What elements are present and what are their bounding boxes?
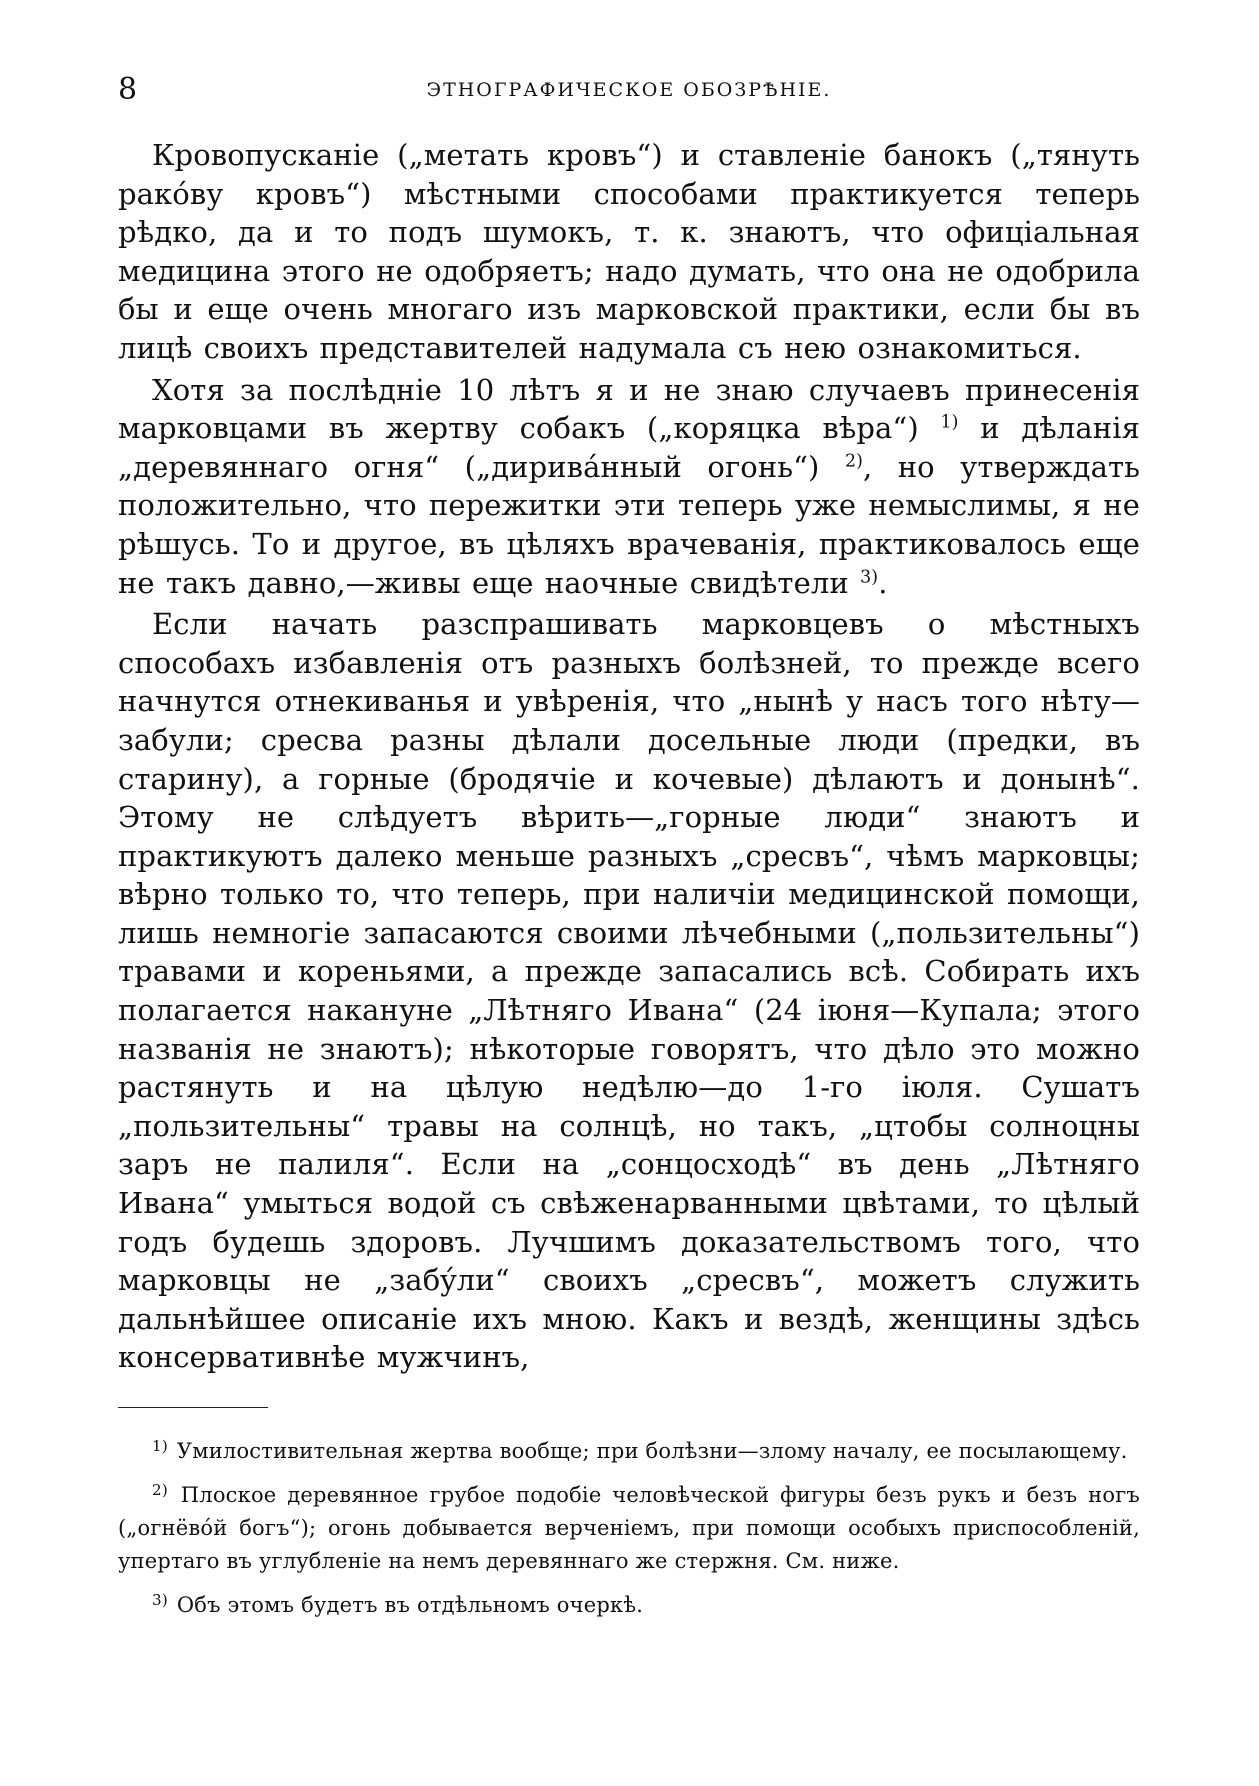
page-number: 8 [118, 72, 138, 107]
paragraph-2-part-4: . [878, 565, 888, 600]
footnote-ref-3[interactable]: 3) [860, 566, 879, 587]
paragraph-3: Если начать разспрашивать марковцевъ о мѣстныхъ способахъ избавленія отъ разныхъ болѣзней, то прежде всего начнутся отнекиванья и увѣренія, что „нынѣ у насъ того нѣту—забули; сресва разны дѣлали досельные люди (предки, въ старину), а горные (бродячіе и кочевые) дѣлаютъ и донынѣ“. Этому не слѣдуетъ вѣрить—„горные люди“ знаютъ и практикуютъ далеко меньше разныхъ „сресвъ“, чѣмъ марковцы; вѣрно только то, что теперь, при наличіи медицинской помощи, лишь немногіе запасаются своими лѣчебными („пользительны“) травами и кореньями, а прежде запасались всѣ. Собирать ихъ полагается накануне „Лѣтняго Ивана“ (24 іюня—Купала; этого названія не знаютъ); нѣкоторые говорятъ, что дѣло это можно растянуть и на цѣлую недѣлю—до 1-го іюля. Сушатъ „пользительны“ травы на солнцѣ, но такъ, „цтобы солноцны заръ не палиля“. Если на „сонцосходѣ“ въ день „Лѣтняго Ивана“ умыться водой съ свѣженарванными цвѣтами, то цѣлый годъ будешь здоровъ. Лучшимъ доказательствомъ того, что марковцы не „забýли“ своихъ „сресвъ“, можетъ служить дальнѣйшее описаніе ихъ мною. Какъ и вездѣ, женщины здѣсь консервативнѣе мужчинъ, [118, 607, 1140, 1375]
paragraph-1: Кровопусканіе („метать кровъ“) и ставленіе банокъ („тянуть ракóву кровъ“) мѣстными способами практикуется теперь рѣдко, да и то подъ шумокъ, т. к. знаютъ, что офиціальная медицина этого не одобряетъ; надо думать, что она не одобрила бы и еще очень многаго изъ марковской практики, если бы въ лицѣ своихъ представителей надумала съ нею ознакомиться. [118, 138, 1140, 365]
footnote-2-mark: 2) [152, 1480, 168, 1499]
book-page [118, 70, 1140, 1621]
body-text [118, 136, 1140, 1377]
footnote-divider [118, 1407, 268, 1408]
footnotes [118, 1430, 1140, 1621]
journal-title: ЭТНОГРАФИЧЕСКОЕ ОБОЗРѢНІЕ. [426, 79, 832, 101]
footnote-3-text: Объ этомъ будетъ въ отдѣльномъ очеркѣ. [176, 1592, 644, 1617]
paragraph-2 [118, 371, 1140, 603]
footnote-2 [118, 1474, 1140, 1578]
running-header [118, 70, 1140, 110]
paragraph-2-part-3: , но утверждать положительно, что пережитки эти теперь уже немыслимы, я не рѣшусь. То и другое, въ цѣляхъ врачеванія, практиковалось еще не такъ давно,—живы еще наочные свидѣтели [118, 449, 1140, 600]
footnote-1-text: Умилостивительная жертва вообще; при болѣзни—злому началу, ее посылающему. [176, 1438, 1128, 1463]
footnote-3-mark: 3) [152, 1590, 168, 1609]
footnote-3 [118, 1584, 1140, 1622]
footnote-ref-2[interactable]: 2) [844, 451, 863, 472]
footnote-2-text: Плоское деревянное грубое подобіе человѣческой фигуры безъ рукъ и безъ ногъ („огнёвóй богъ“); огонь добывается верченіемъ, при помощи особыхъ приспособленій, упертаго въ углубленіе на немъ деревяннаго же стержня. См. ниже. [118, 1482, 1140, 1573]
footnote-1 [118, 1430, 1140, 1468]
footnote-ref-1[interactable]: 1) [940, 412, 959, 433]
paragraph-2-part-2: и дѣланія „деревяннаго огня“ („диривáнный огонь“) [118, 411, 1140, 484]
footnote-1-mark: 1) [152, 1437, 168, 1455]
paragraph-2-part-1: Хотя за послѣдніе 10 лѣтъ я и не знаю случаевъ принесенія марковцами въ жертву собакъ („коряцка вѣра“) [118, 372, 1140, 446]
